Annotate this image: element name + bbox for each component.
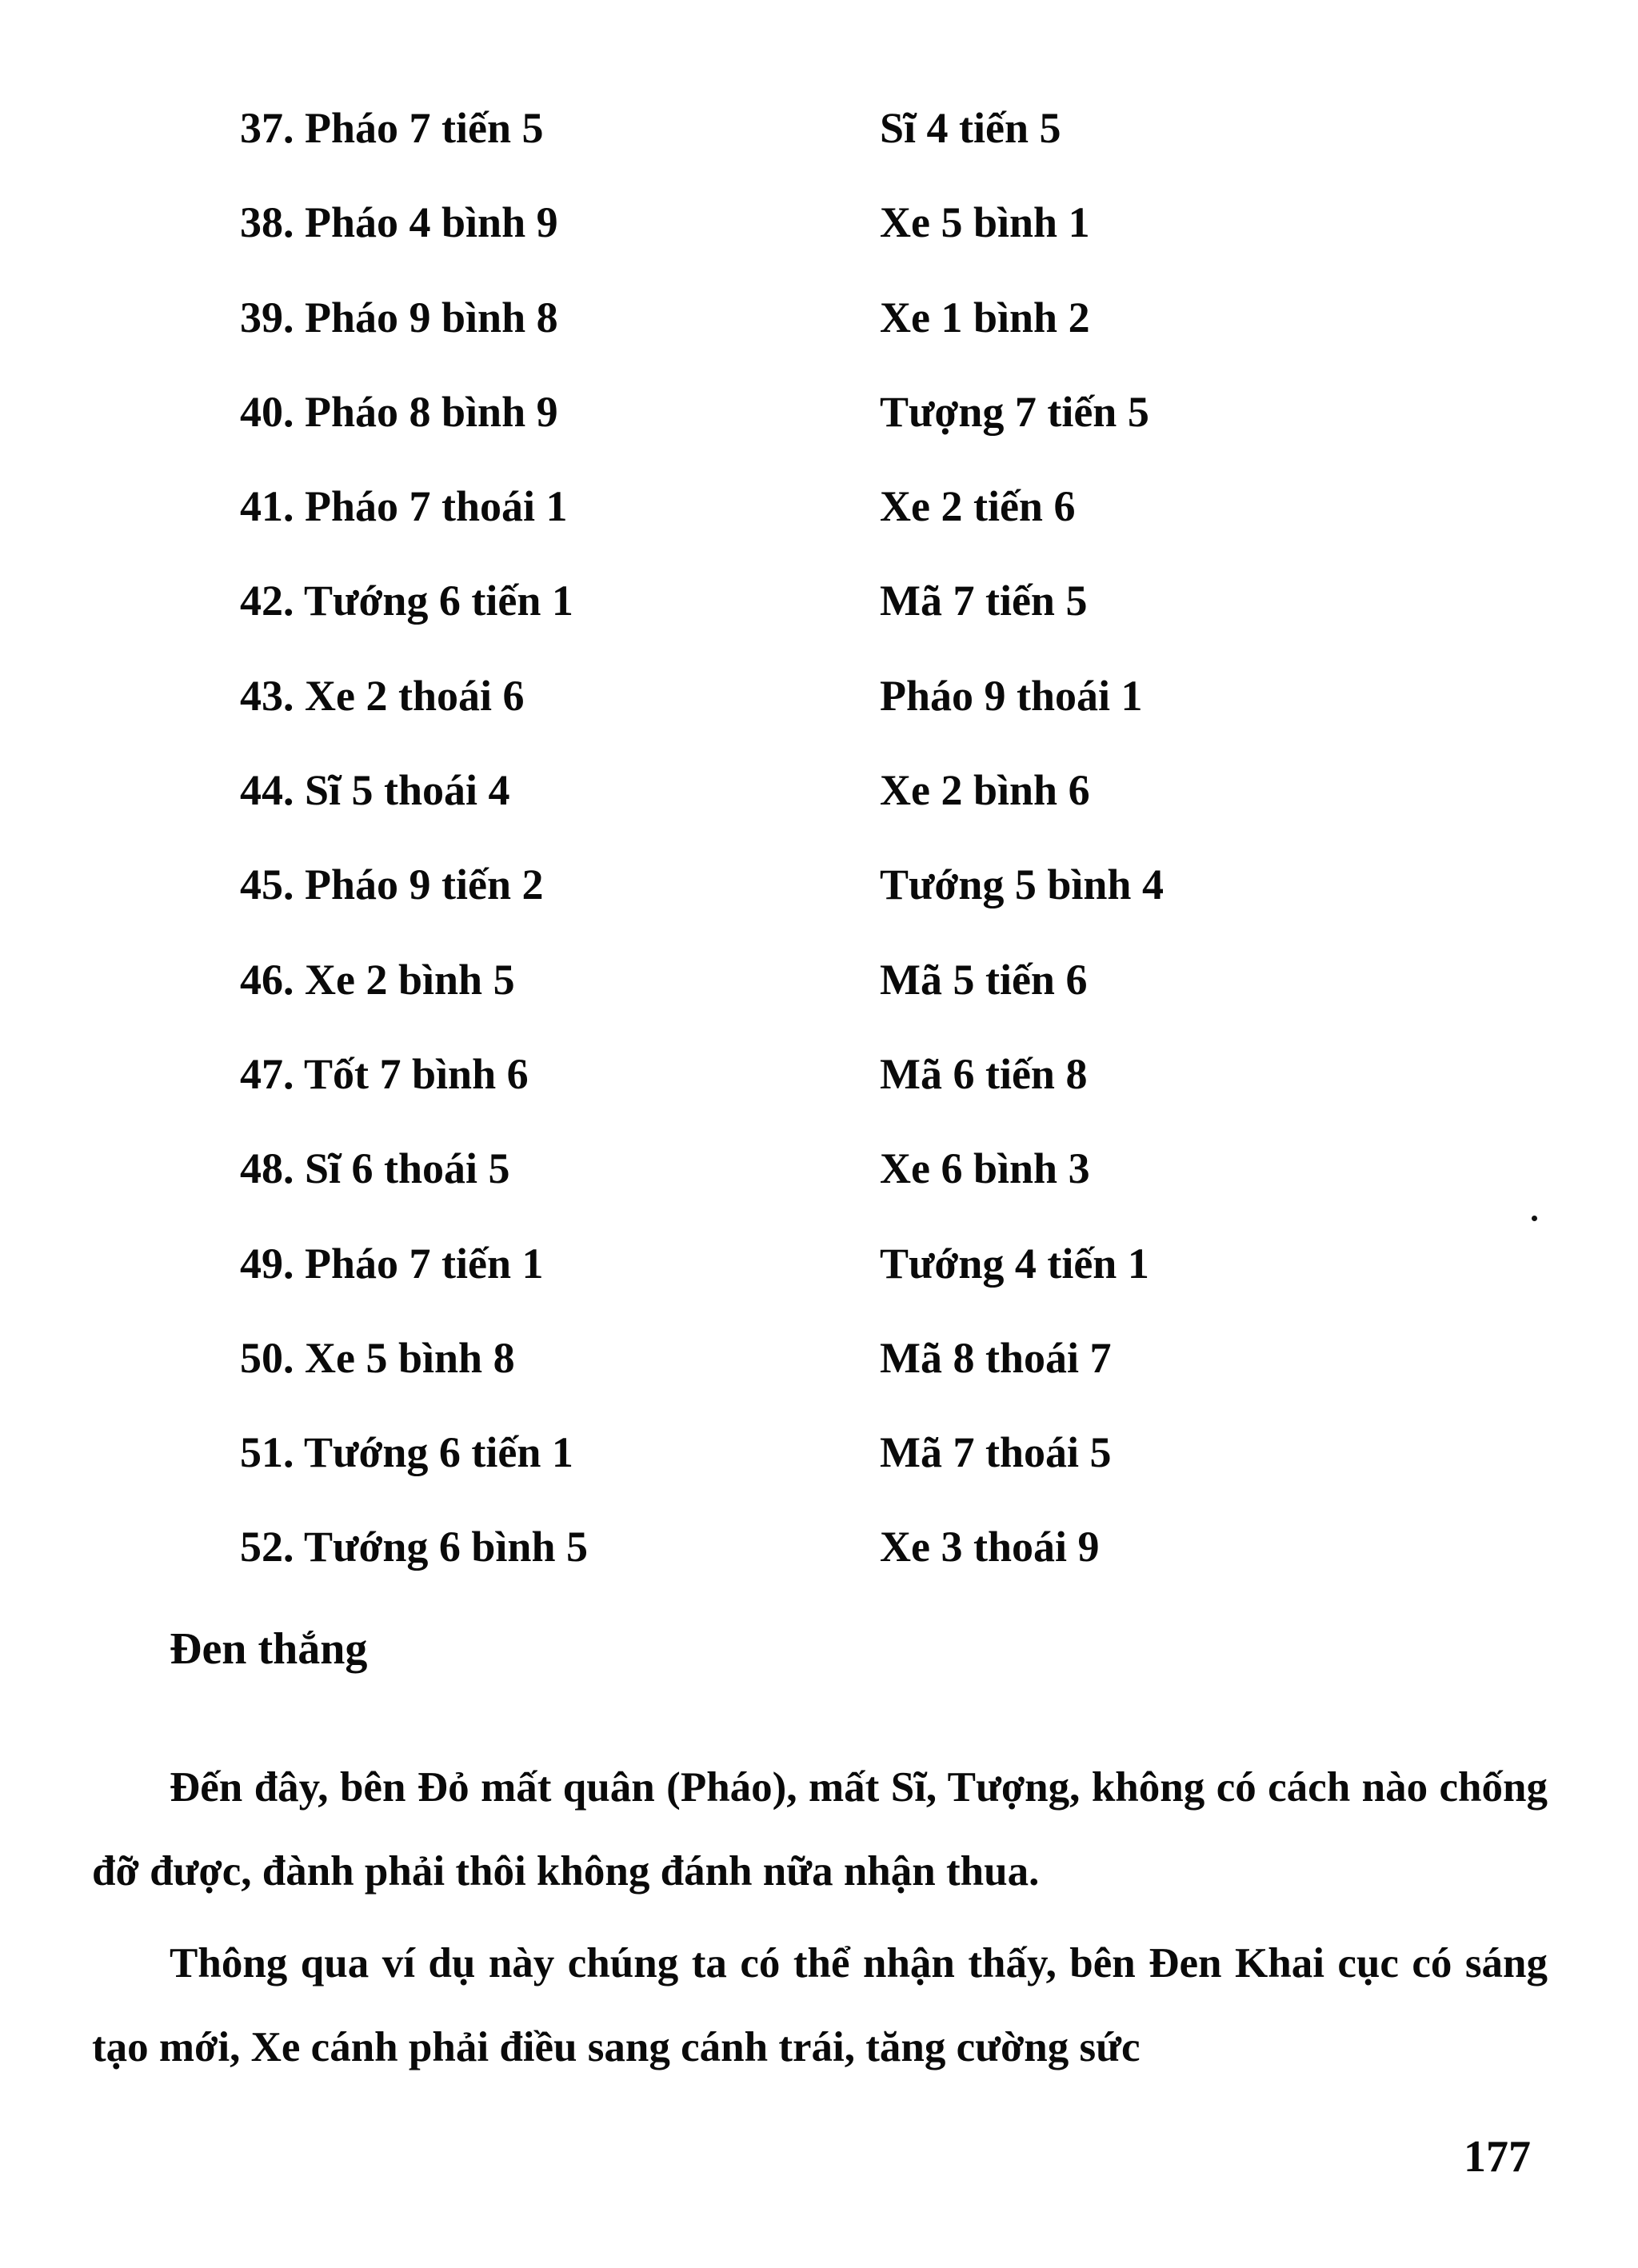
black-move: Tượng 7 tiến 5 <box>880 387 1149 436</box>
red-move: 37. Pháo 7 tiến 5 <box>240 104 544 152</box>
black-move: Mã 7 tiến 5 <box>880 577 1088 625</box>
black-move: Mã 7 thoái 5 <box>880 1428 1112 1477</box>
red-move: 42. Tướng 6 tiến 1 <box>240 577 573 625</box>
body-paragraph: Thông qua ví dụ này chúng ta có thể nhận thấy, bên Đen Khai cục có sáng tạo mới, Xe cánh phải điều sang cánh trái, tăng cường sức <box>92 1940 1548 2070</box>
black-move: Mã 8 thoái 7 <box>880 1333 1112 1382</box>
red-move: 49. Pháo 7 tiến 1 <box>240 1239 544 1288</box>
red-move: 52. Tướng 6 bình 5 <box>240 1523 588 1571</box>
move-row <box>240 293 1440 388</box>
red-move: 43. Xe 2 thoái 6 <box>240 671 525 720</box>
result-heading: Đen thắng <box>170 1624 368 1674</box>
red-move: 51. Tướng 6 tiến 1 <box>240 1428 573 1477</box>
body-paragraph: Đến đây, bên Đỏ mất quân (Pháo), mất Sĩ, Tượng, không có cách nào chống đỡ được, đành phải thôi không đánh nữa nhận thua. <box>92 1764 1548 1895</box>
move-row <box>240 766 1440 860</box>
move-row <box>240 388 1440 482</box>
move-row <box>240 577 1440 671</box>
red-move: 44. Sĩ 5 thoái 4 <box>240 766 510 815</box>
red-move: 38. Pháo 4 bình 9 <box>240 198 558 247</box>
black-move: Xe 2 tiến 6 <box>880 482 1076 531</box>
black-move: Xe 2 bình 6 <box>880 766 1090 815</box>
black-move: Mã 6 tiến 8 <box>880 1049 1088 1098</box>
move-row <box>240 956 1440 1050</box>
move-row <box>240 1334 1440 1428</box>
red-move: 40. Pháo 8 bình 9 <box>240 387 558 436</box>
black-move: Xe 6 bình 3 <box>880 1144 1090 1193</box>
move-row <box>240 1050 1440 1144</box>
print-speck <box>1532 1216 1537 1221</box>
red-move: 50. Xe 5 bình 8 <box>240 1333 515 1382</box>
red-move: 39. Pháo 9 bình 8 <box>240 293 558 341</box>
page-number: 177 <box>1464 2132 1531 2182</box>
black-move: Xe 5 bình 1 <box>880 198 1090 247</box>
move-row <box>240 1428 1440 1523</box>
move-row <box>240 198 1440 293</box>
red-move: 47. Tốt 7 bình 6 <box>240 1049 529 1098</box>
move-row <box>240 104 1440 198</box>
black-move: Sĩ 4 tiến 5 <box>880 104 1061 152</box>
red-move: 46. Xe 2 bình 5 <box>240 955 515 1004</box>
black-move: Mã 5 tiến 6 <box>880 955 1088 1004</box>
move-row <box>240 1523 1440 1617</box>
red-move: 48. Sĩ 6 thoái 5 <box>240 1144 510 1193</box>
move-row <box>240 672 1440 766</box>
black-move: Tướng 4 tiến 1 <box>880 1239 1149 1288</box>
move-row <box>240 1240 1440 1334</box>
black-move: Pháo 9 thoái 1 <box>880 671 1143 720</box>
black-move: Xe 1 bình 2 <box>880 293 1090 341</box>
red-move: 41. Pháo 7 thoái 1 <box>240 482 568 531</box>
black-move: Tướng 5 bình 4 <box>880 860 1164 909</box>
move-row <box>240 860 1440 955</box>
move-row <box>240 482 1440 577</box>
move-list <box>240 104 1440 1618</box>
black-move: Xe 3 thoái 9 <box>880 1523 1100 1571</box>
red-move: 45. Pháo 9 tiến 2 <box>240 860 544 909</box>
move-row <box>240 1144 1440 1239</box>
